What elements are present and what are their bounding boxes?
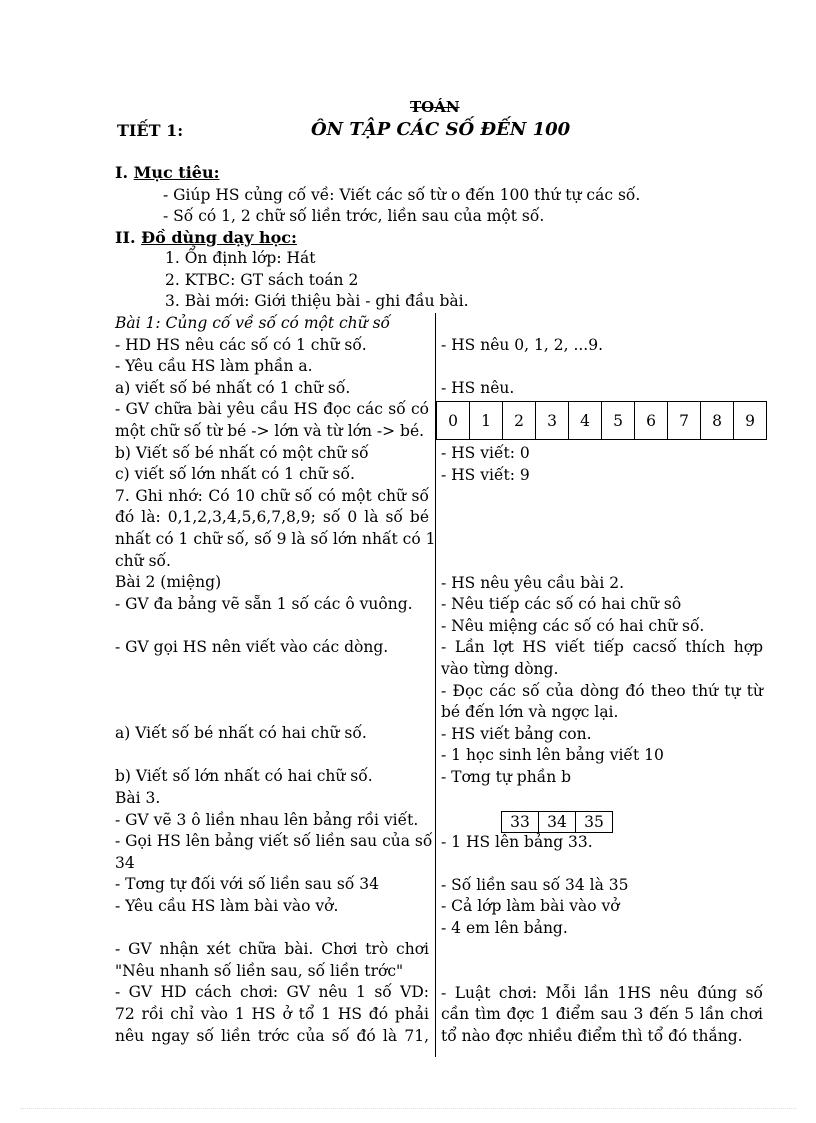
goals-heading	[115, 163, 219, 182]
digit-cell: 9	[734, 402, 767, 440]
digit-cell: 0	[437, 402, 470, 440]
student-line: - Cả lớp làm bài vào vở	[441, 897, 620, 916]
student-line: - HS nêu 0, 1, 2, ...9.	[441, 336, 604, 354]
student-line: - HS viết: 9	[441, 465, 530, 484]
teacher-line: b) Viết số lớn nhất có hai chữ số.	[115, 767, 373, 786]
step-item: 2. KTBC: GT sách toán 2	[165, 271, 359, 289]
teacher-line: - GV chữa bài yêu cầu HS đọc các số có	[115, 400, 429, 419]
student-line: - Nêu tiếp các số có hai chữ sô	[441, 595, 682, 614]
teacher-line: - GV vẽ 3 ô liền nhau lên bảng rồi viết.	[115, 810, 419, 829]
digit-cell: 6	[635, 402, 668, 440]
subject-label: TOÁN	[410, 98, 460, 116]
step-item: 1. Ổn định lớp: Hát	[165, 249, 316, 267]
student-line: tổ nào đợc nhiều điểm thì tổ đó thắng.	[441, 1027, 743, 1045]
teacher-line: một chữ số từ bé -> lớn và từ lớn -> bé.	[115, 421, 425, 440]
teacher-line: đó là: 0,1,2,3,4,5,6,7,8,9; số 0 là số bé	[115, 508, 429, 527]
digit-cell: 3	[536, 402, 569, 440]
teacher-line: - GV HD cách chơi: GV nêu 1 số VD:	[115, 983, 429, 1002]
tools-heading-number: II.	[115, 228, 136, 247]
teacher-line: nêu ngay số liền trớc của số đó là 71,	[115, 1026, 429, 1045]
teacher-line: chữ số.	[115, 551, 171, 570]
student-line: - HS viết: 0	[441, 443, 530, 462]
student-column	[441, 335, 763, 1048]
tools-heading-text: Đồ dùng dạy học:	[141, 228, 297, 247]
student-line: bé đến lớn và ngợc lại.	[441, 703, 619, 722]
digit-cell: 8	[701, 402, 734, 440]
student-line: - HS nêu yêu cầu bài 2.	[441, 573, 625, 592]
digit-cell: 4	[569, 402, 602, 440]
teacher-line: 34	[115, 853, 135, 872]
teacher-line: - Gọi HS lên bảng viết số liền sau của số	[115, 832, 433, 851]
teacher-line: - Tơng tự đối với số liền sau số 34	[115, 875, 379, 894]
teacher-line: nhất có 1 chữ số, số 9 là số lớn nhất có 1	[115, 529, 436, 548]
number-cell: 33	[502, 812, 539, 833]
exercise-1-heading: Bài 1: Củng cố về số có một chữ số	[115, 314, 391, 332]
student-line: - Đọc các số của dòng đó theo thứ tự từ	[441, 681, 763, 700]
teacher-line: 7. Ghi nhớ: Có 10 chữ số có một chữ số	[115, 486, 429, 505]
exercise-3-heading: Bài 3.	[115, 789, 161, 808]
teacher-line: - Yêu cầu HS làm phần a.	[115, 357, 313, 376]
teacher-line: - Yêu cầu HS làm bài vào vở.	[115, 897, 339, 916]
digit-cell: 7	[668, 402, 701, 440]
student-line: - Luật chơi: Mỗi lần 1HS nêu đúng số	[441, 983, 763, 1002]
digit-cell: 5	[602, 402, 635, 440]
goals-heading-text: Mục tiêu:	[133, 163, 220, 182]
goal-item: - Số có 1, 2 chữ số liền trớc, liền sau của một số.	[163, 207, 545, 225]
student-line: - Số liền sau số 34 là 35	[441, 875, 629, 894]
student-line: - Lần lợt HS viết tiếp cacsố thích hợp	[441, 638, 763, 657]
teacher-line: b) Viết số bé nhất có một chữ số	[115, 443, 369, 462]
teacher-line: - HD HS nêu các số có 1 chữ số.	[115, 335, 367, 354]
number-cell: 34	[539, 812, 576, 833]
student-line: - HS nêu.	[441, 379, 515, 398]
student-line: - Nêu miệng các số có hai chữ số.	[441, 616, 705, 635]
student-line: - 1 HS lên bảng 33.	[441, 832, 593, 851]
student-line: - Tơng tự phần b	[441, 767, 572, 786]
student-line: - 1 học sinh lên bảng viết 10	[441, 746, 664, 765]
teacher-column	[115, 313, 436, 1047]
teacher-line: - GV đa bảng vẽ sẵn 1 số các ô vuông.	[115, 594, 413, 613]
student-line: - HS viết bảng con.	[441, 724, 592, 743]
exercise-2-heading: Bài 2 (miệng)	[115, 573, 222, 592]
teacher-line: - GV nhận xét chữa bài. Chơi trò chơi	[115, 940, 429, 959]
teacher-line: c) viết số lớn nhất có 1 chữ số.	[115, 465, 355, 484]
goal-item: - Giúp HS củng cố về: Viết các số từ o đến 100 thứ tự các số.	[163, 186, 641, 204]
step-item: 3. Bài mới: Giới thiệu bài - ghi đầu bài.	[165, 292, 469, 310]
student-line: cần tìm đợc 1 điểm sau 3 đến 5 lần chơi	[441, 1005, 763, 1024]
digit-cell: 2	[503, 402, 536, 440]
digits-table	[436, 401, 767, 440]
lesson-title: ÔN TẬP CÁC SỐ ĐẾN 100	[311, 119, 571, 140]
teacher-line: 72 rồi chỉ vào 1 HS ở tổ 1 HS đó phải	[115, 1005, 429, 1023]
lesson-number: TIẾT 1:	[117, 121, 184, 140]
teacher-line: a) viết số bé nhất có 1 chữ số.	[115, 378, 351, 397]
number-cell: 35	[576, 812, 613, 833]
teacher-line: a) Viết số bé nhất có hai chữ số.	[115, 724, 367, 743]
page-bottom-border	[20, 1108, 796, 1109]
student-line: vào từng dòng.	[441, 659, 559, 678]
tools-heading	[115, 228, 297, 247]
teacher-line: - GV gọi HS nên viết vào các dòng.	[115, 637, 389, 656]
digit-cell: 1	[470, 402, 503, 440]
teacher-line: "Nêu nhanh số liền sau, số liền trớc"	[115, 961, 404, 980]
student-line: - 4 em lên bảng.	[441, 919, 568, 938]
consecutive-numbers-table	[501, 811, 613, 833]
goals-heading-number: I.	[115, 163, 129, 182]
